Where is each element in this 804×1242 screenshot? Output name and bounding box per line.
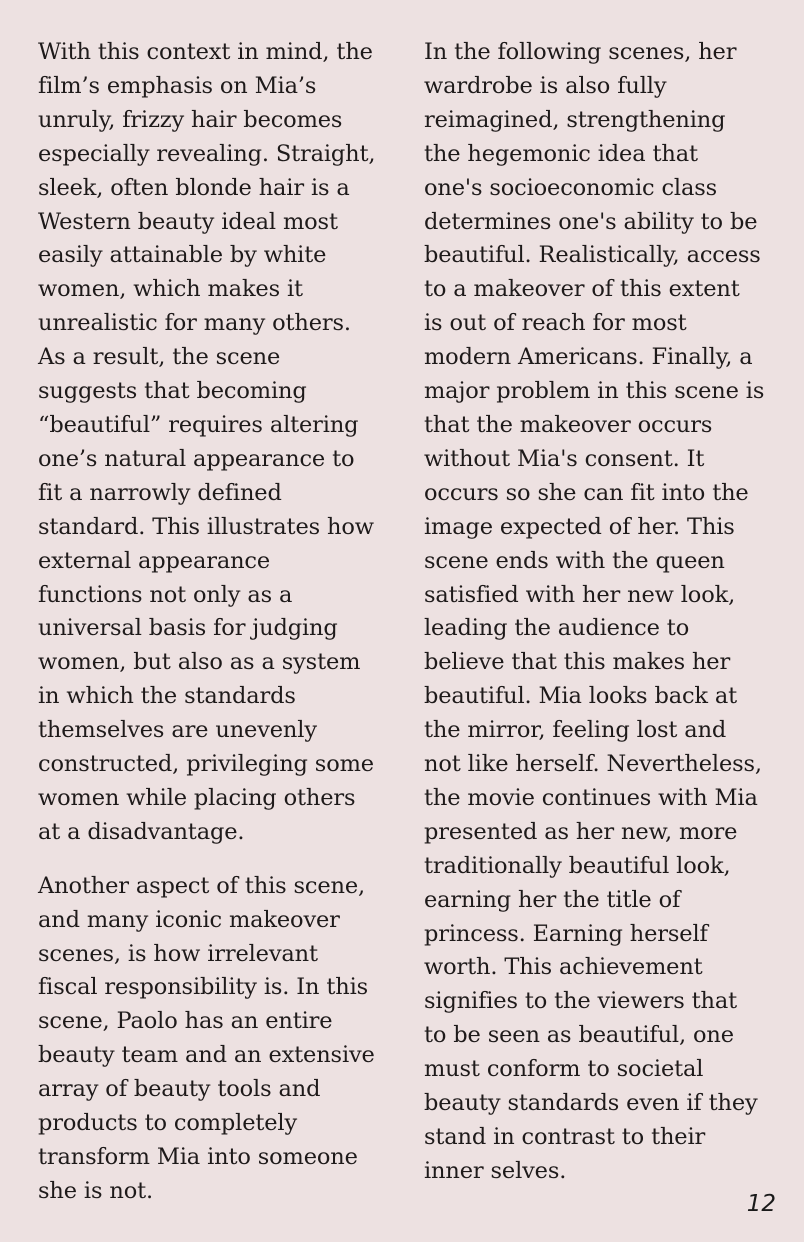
text-line: modern Americans. Finally, a [424, 344, 753, 371]
text-line: stand in contrast to their [424, 1124, 706, 1150]
text-line: universal basis for judging [38, 615, 338, 642]
text-line: the hegemonic idea that [424, 140, 698, 167]
text-line: “beautiful” requires altering [38, 411, 359, 438]
text-line: must conform to societal [424, 1056, 704, 1083]
text-line: major problem in this scene is [424, 378, 765, 405]
text-line: to a makeover of this extent [424, 276, 740, 303]
text-line: leading the audience to [424, 615, 690, 642]
text-line: earning her the title of [424, 886, 681, 913]
text-line: Western beauty ideal most [38, 208, 338, 235]
text-line: believe that this makes her [424, 649, 731, 676]
text-line: standard. This illustrates how [38, 513, 374, 540]
paragraph [424, 36, 772, 1189]
text-line: constructed, privileging some [38, 751, 374, 778]
text-line: determines one's ability to be [424, 208, 758, 235]
text-line: she is not. [38, 1177, 153, 1204]
right-column [424, 36, 772, 1209]
text-line: that the makeover occurs [424, 411, 713, 438]
text-line: is out of reach for most [424, 310, 687, 337]
text-line: As a result, the scene [38, 344, 281, 371]
text-line: With this context in mind, the [38, 39, 373, 65]
text-line: unrealistic for many others. [38, 310, 351, 337]
text-line: In the following scenes, her [424, 39, 737, 65]
text-line: princess. Earning herself [424, 920, 708, 947]
text-line: easily attainable by white [38, 242, 327, 269]
text-line: suggests that becoming [38, 378, 307, 405]
paragraph [38, 870, 386, 1209]
text-line: the movie continues with Mia [424, 784, 758, 811]
text-line: in which the standards [38, 683, 296, 710]
text-line: the mirror, feeling lost and [424, 717, 727, 744]
text-line: themselves are unevenly [38, 717, 317, 744]
text-line: women, but also as a system [38, 649, 361, 676]
page-number: 12 [746, 1191, 776, 1217]
text-line: scene, Paolo has an entire [38, 1008, 333, 1035]
text-line: scene ends with the queen [424, 547, 725, 574]
text-line: traditionally beautiful look, [424, 852, 731, 879]
text-line: presented as her new, more [424, 818, 738, 845]
text-line: scenes, is how irrelevant [38, 940, 318, 967]
text-line: inner selves. [424, 1157, 567, 1184]
text-line: external appearance [38, 547, 271, 574]
text-line: and many iconic makeover [38, 906, 340, 933]
text-line: fiscal responsibility is. In this [38, 974, 369, 1001]
text-line: functions not only as a [38, 581, 293, 608]
text-line: transform Mia into someone [38, 1144, 358, 1170]
text-line: products to completely [38, 1110, 298, 1137]
text-line: occurs so she can fit into the [424, 479, 749, 506]
text-line: at a disadvantage. [38, 818, 245, 845]
text-line: reimagined, strengthening [424, 106, 726, 133]
text-line: beautiful. Realistically, access [424, 242, 761, 269]
text-line: wardrobe is also fully [424, 72, 667, 99]
text-line: beauty standards even if they [424, 1090, 758, 1117]
text-line: one’s natural appearance to [38, 445, 355, 472]
text-line: signifies to the viewers that [424, 988, 738, 1015]
text-line: satisfied with her new look, [424, 581, 736, 608]
text-line: not like herself. Nevertheless, [424, 751, 762, 778]
text-line: without Mia's consent. It [424, 445, 705, 472]
paragraph [38, 36, 386, 850]
text-line: especially revealing. Straight, [38, 140, 376, 167]
text-line: fit a narrowly defined [38, 479, 282, 506]
text-line: one's socioeconomic class [424, 174, 718, 201]
text-line: film’s emphasis on Mia’s [38, 72, 317, 99]
text-line: beautiful. Mia looks back at [424, 683, 738, 710]
left-column [38, 36, 386, 1229]
text-line: image expected of her. This [424, 513, 735, 540]
text-line: worth. This achievement [424, 954, 703, 981]
text-line: array of beauty tools and [38, 1076, 321, 1103]
text-line: beauty team and an extensive [38, 1042, 375, 1069]
text-line: Another aspect of this scene, [38, 872, 366, 899]
text-line: unruly, frizzy hair becomes [38, 106, 343, 133]
text-line: to be seen as beautiful, one [424, 1022, 734, 1049]
text-line: women, which makes it [38, 276, 303, 303]
text-line: women while placing others [38, 784, 356, 811]
text-line: sleek, often blonde hair is a [38, 174, 350, 201]
